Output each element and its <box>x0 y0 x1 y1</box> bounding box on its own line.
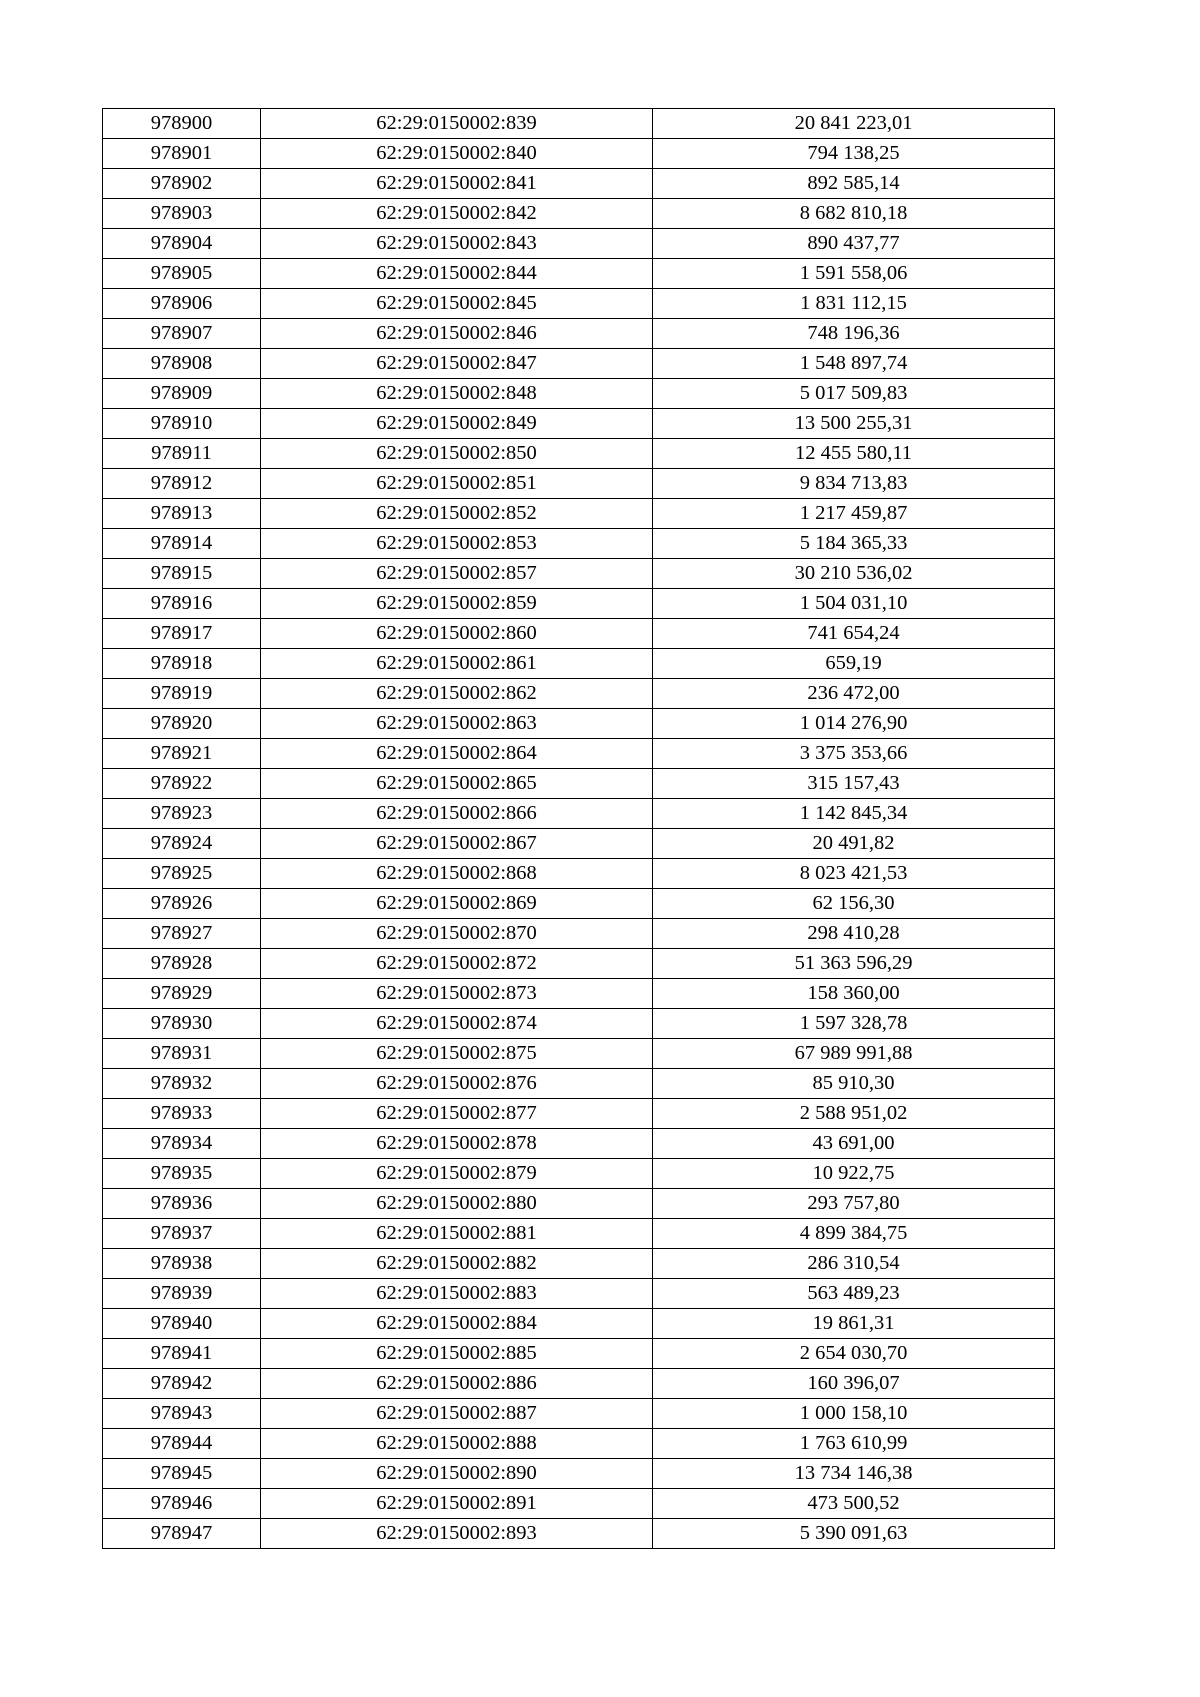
table-row <box>103 1519 1055 1549</box>
table-row <box>103 1189 1055 1219</box>
cadastral-number-cell: 62:29:0150002:860 <box>261 619 653 649</box>
cadastral-number-cell: 62:29:0150002:884 <box>261 1309 653 1339</box>
cadastral-value-cell: 1 763 610,99 <box>653 1429 1055 1459</box>
cadastral-number-cell: 62:29:0150002:876 <box>261 1069 653 1099</box>
cadastral-number-cell: 62:29:0150002:851 <box>261 469 653 499</box>
cadastral-value-cell: 1 217 459,87 <box>653 499 1055 529</box>
table-row <box>103 409 1055 439</box>
cadastral-value-cell: 293 757,80 <box>653 1189 1055 1219</box>
cadastral-value-cell: 158 360,00 <box>653 979 1055 1009</box>
table-row <box>103 529 1055 559</box>
cadastral-value-cell: 67 989 991,88 <box>653 1039 1055 1069</box>
cadastral-value-cell: 51 363 596,29 <box>653 949 1055 979</box>
row-number-cell: 978938 <box>103 1249 261 1279</box>
table-row <box>103 1399 1055 1429</box>
table-row <box>103 169 1055 199</box>
cadastral-value-cell: 43 691,00 <box>653 1129 1055 1159</box>
row-number-cell: 978913 <box>103 499 261 529</box>
row-number-cell: 978929 <box>103 979 261 1009</box>
table-row <box>103 679 1055 709</box>
cadastral-number-cell: 62:29:0150002:888 <box>261 1429 653 1459</box>
table-row <box>103 1099 1055 1129</box>
row-number-cell: 978902 <box>103 169 261 199</box>
cadastral-value-cell: 20 841 223,01 <box>653 109 1055 139</box>
table-row <box>103 1159 1055 1189</box>
row-number-cell: 978927 <box>103 919 261 949</box>
cadastral-value-cell: 5 017 509,83 <box>653 379 1055 409</box>
row-number-cell: 978918 <box>103 649 261 679</box>
cadastral-value-cell: 286 310,54 <box>653 1249 1055 1279</box>
row-number-cell: 978915 <box>103 559 261 589</box>
row-number-cell: 978912 <box>103 469 261 499</box>
cadastral-number-cell: 62:29:0150002:848 <box>261 379 653 409</box>
table-row <box>103 139 1055 169</box>
table-row <box>103 889 1055 919</box>
cadastral-number-cell: 62:29:0150002:867 <box>261 829 653 859</box>
cadastral-value-cell: 5 390 091,63 <box>653 1519 1055 1549</box>
table-row <box>103 769 1055 799</box>
cadastral-number-cell: 62:29:0150002:839 <box>261 109 653 139</box>
cadastral-value-cell: 1 597 328,78 <box>653 1009 1055 1039</box>
cadastral-value-cell: 1 831 112,15 <box>653 289 1055 319</box>
table-row <box>103 1279 1055 1309</box>
table-row <box>103 289 1055 319</box>
cadastral-value-cell: 5 184 365,33 <box>653 529 1055 559</box>
row-number-cell: 978914 <box>103 529 261 559</box>
row-number-cell: 978945 <box>103 1459 261 1489</box>
cadastral-number-cell: 62:29:0150002:841 <box>261 169 653 199</box>
table-row <box>103 709 1055 739</box>
table-row <box>103 499 1055 529</box>
row-number-cell: 978936 <box>103 1189 261 1219</box>
row-number-cell: 978900 <box>103 109 261 139</box>
cadastral-number-cell: 62:29:0150002:885 <box>261 1339 653 1369</box>
cadastral-value-cell: 298 410,28 <box>653 919 1055 949</box>
row-number-cell: 978907 <box>103 319 261 349</box>
cadastral-number-cell: 62:29:0150002:847 <box>261 349 653 379</box>
cadastral-number-cell: 62:29:0150002:840 <box>261 139 653 169</box>
cadastral-number-cell: 62:29:0150002:890 <box>261 1459 653 1489</box>
row-number-cell: 978934 <box>103 1129 261 1159</box>
row-number-cell: 978926 <box>103 889 261 919</box>
cadastral-value-cell: 236 472,00 <box>653 679 1055 709</box>
row-number-cell: 978943 <box>103 1399 261 1429</box>
row-number-cell: 978911 <box>103 439 261 469</box>
table-row <box>103 589 1055 619</box>
cadastral-number-cell: 62:29:0150002:866 <box>261 799 653 829</box>
row-number-cell: 978930 <box>103 1009 261 1039</box>
cadastral-value-cell: 12 455 580,11 <box>653 439 1055 469</box>
row-number-cell: 978903 <box>103 199 261 229</box>
row-number-cell: 978947 <box>103 1519 261 1549</box>
cadastral-number-cell: 62:29:0150002:842 <box>261 199 653 229</box>
table-row <box>103 379 1055 409</box>
table-row <box>103 799 1055 829</box>
row-number-cell: 978932 <box>103 1069 261 1099</box>
cadastral-value-cell: 794 138,25 <box>653 139 1055 169</box>
row-number-cell: 978917 <box>103 619 261 649</box>
cadastral-value-cell: 13 734 146,38 <box>653 1459 1055 1489</box>
table-row <box>103 1429 1055 1459</box>
cadastral-number-cell: 62:29:0150002:872 <box>261 949 653 979</box>
cadastral-number-cell: 62:29:0150002:849 <box>261 409 653 439</box>
cadastral-number-cell: 62:29:0150002:846 <box>261 319 653 349</box>
table-row <box>103 1249 1055 1279</box>
table-row <box>103 439 1055 469</box>
table-row <box>103 949 1055 979</box>
cadastral-value-cell: 13 500 255,31 <box>653 409 1055 439</box>
table-row <box>103 229 1055 259</box>
cadastral-value-cell: 8 682 810,18 <box>653 199 1055 229</box>
row-number-cell: 978931 <box>103 1039 261 1069</box>
cadastral-value-cell: 1 591 558,06 <box>653 259 1055 289</box>
cadastral-value-cell: 890 437,77 <box>653 229 1055 259</box>
cadastral-number-cell: 62:29:0150002:863 <box>261 709 653 739</box>
row-number-cell: 978925 <box>103 859 261 889</box>
row-number-cell: 978946 <box>103 1489 261 1519</box>
cadastral-number-cell: 62:29:0150002:861 <box>261 649 653 679</box>
table-row <box>103 319 1055 349</box>
table-row <box>103 199 1055 229</box>
table-row <box>103 109 1055 139</box>
table-row <box>103 1309 1055 1339</box>
table-row <box>103 1069 1055 1099</box>
cadastral-number-cell: 62:29:0150002:864 <box>261 739 653 769</box>
row-number-cell: 978916 <box>103 589 261 619</box>
table-row <box>103 739 1055 769</box>
cadastral-value-cell: 8 023 421,53 <box>653 859 1055 889</box>
cadastral-value-cell: 2 588 951,02 <box>653 1099 1055 1129</box>
cadastral-number-cell: 62:29:0150002:875 <box>261 1039 653 1069</box>
table-row <box>103 649 1055 679</box>
table-row <box>103 259 1055 289</box>
cadastral-value-cell: 9 834 713,83 <box>653 469 1055 499</box>
cadastral-number-cell: 62:29:0150002:877 <box>261 1099 653 1129</box>
cadastral-value-cell: 563 489,23 <box>653 1279 1055 1309</box>
cadastral-value-cell: 748 196,36 <box>653 319 1055 349</box>
row-number-cell: 978939 <box>103 1279 261 1309</box>
cadastral-number-cell: 62:29:0150002:881 <box>261 1219 653 1249</box>
cadastral-value-cell: 1 504 031,10 <box>653 589 1055 619</box>
table-row <box>103 1489 1055 1519</box>
cadastral-number-cell: 62:29:0150002:891 <box>261 1489 653 1519</box>
cadastral-number-cell: 62:29:0150002:845 <box>261 289 653 319</box>
table-row <box>103 1129 1055 1159</box>
cadastral-value-cell: 10 922,75 <box>653 1159 1055 1189</box>
cadastral-value-cell: 20 491,82 <box>653 829 1055 859</box>
row-number-cell: 978909 <box>103 379 261 409</box>
cadastral-number-cell: 62:29:0150002:859 <box>261 589 653 619</box>
table-row <box>103 349 1055 379</box>
cadastral-value-cell: 160 396,07 <box>653 1369 1055 1399</box>
cadastral-value-cell: 1 548 897,74 <box>653 349 1055 379</box>
table-row <box>103 1339 1055 1369</box>
cadastral-number-cell: 62:29:0150002:843 <box>261 229 653 259</box>
row-number-cell: 978944 <box>103 1429 261 1459</box>
row-number-cell: 978928 <box>103 949 261 979</box>
table-row <box>103 979 1055 1009</box>
table-row <box>103 859 1055 889</box>
cadastral-number-cell: 62:29:0150002:870 <box>261 919 653 949</box>
cadastral-value-cell: 19 861,31 <box>653 1309 1055 1339</box>
cadastral-number-cell: 62:29:0150002:886 <box>261 1369 653 1399</box>
table-row <box>103 1009 1055 1039</box>
row-number-cell: 978937 <box>103 1219 261 1249</box>
cadastral-number-cell: 62:29:0150002:882 <box>261 1249 653 1279</box>
cadastral-number-cell: 62:29:0150002:862 <box>261 679 653 709</box>
cadastral-value-cell: 473 500,52 <box>653 1489 1055 1519</box>
table-body <box>103 109 1055 1549</box>
cadastral-value-cell: 30 210 536,02 <box>653 559 1055 589</box>
cadastral-number-cell: 62:29:0150002:887 <box>261 1399 653 1429</box>
table-row <box>103 1459 1055 1489</box>
cadastral-value-cell: 741 654,24 <box>653 619 1055 649</box>
cadastral-value-cell: 1 014 276,90 <box>653 709 1055 739</box>
cadastral-number-cell: 62:29:0150002:850 <box>261 439 653 469</box>
cadastral-number-cell: 62:29:0150002:868 <box>261 859 653 889</box>
cadastral-value-cell: 3 375 353,66 <box>653 739 1055 769</box>
row-number-cell: 978901 <box>103 139 261 169</box>
row-number-cell: 978942 <box>103 1369 261 1399</box>
table-row <box>103 619 1055 649</box>
row-number-cell: 978920 <box>103 709 261 739</box>
table-row <box>103 559 1055 589</box>
cadastral-number-cell: 62:29:0150002:880 <box>261 1189 653 1219</box>
cadastral-value-cell: 85 910,30 <box>653 1069 1055 1099</box>
cadastral-number-cell: 62:29:0150002:844 <box>261 259 653 289</box>
cadastral-value-cell: 4 899 384,75 <box>653 1219 1055 1249</box>
row-number-cell: 978905 <box>103 259 261 289</box>
row-number-cell: 978941 <box>103 1339 261 1369</box>
row-number-cell: 978906 <box>103 289 261 319</box>
cadastral-number-cell: 62:29:0150002:873 <box>261 979 653 1009</box>
row-number-cell: 978933 <box>103 1099 261 1129</box>
row-number-cell: 978935 <box>103 1159 261 1189</box>
cadastral-value-cell: 892 585,14 <box>653 169 1055 199</box>
cadastral-number-cell: 62:29:0150002:893 <box>261 1519 653 1549</box>
row-number-cell: 978923 <box>103 799 261 829</box>
cadastral-number-cell: 62:29:0150002:869 <box>261 889 653 919</box>
cadastral-number-cell: 62:29:0150002:879 <box>261 1159 653 1189</box>
cadastral-value-cell: 659,19 <box>653 649 1055 679</box>
cadastral-value-table <box>102 108 1055 1549</box>
table-row <box>103 1039 1055 1069</box>
row-number-cell: 978921 <box>103 739 261 769</box>
row-number-cell: 978940 <box>103 1309 261 1339</box>
cadastral-value-cell: 2 654 030,70 <box>653 1339 1055 1369</box>
cadastral-number-cell: 62:29:0150002:853 <box>261 529 653 559</box>
table-row <box>103 1369 1055 1399</box>
cadastral-number-cell: 62:29:0150002:857 <box>261 559 653 589</box>
cadastral-value-cell: 1 142 845,34 <box>653 799 1055 829</box>
cadastral-number-cell: 62:29:0150002:878 <box>261 1129 653 1159</box>
row-number-cell: 978908 <box>103 349 261 379</box>
cadastral-number-cell: 62:29:0150002:865 <box>261 769 653 799</box>
cadastral-value-cell: 315 157,43 <box>653 769 1055 799</box>
row-number-cell: 978904 <box>103 229 261 259</box>
table-row <box>103 919 1055 949</box>
table-row <box>103 469 1055 499</box>
cadastral-number-cell: 62:29:0150002:883 <box>261 1279 653 1309</box>
row-number-cell: 978924 <box>103 829 261 859</box>
cadastral-number-cell: 62:29:0150002:852 <box>261 499 653 529</box>
row-number-cell: 978919 <box>103 679 261 709</box>
cadastral-value-cell: 62 156,30 <box>653 889 1055 919</box>
row-number-cell: 978922 <box>103 769 261 799</box>
cadastral-number-cell: 62:29:0150002:874 <box>261 1009 653 1039</box>
table-row <box>103 829 1055 859</box>
table-row <box>103 1219 1055 1249</box>
row-number-cell: 978910 <box>103 409 261 439</box>
cadastral-value-cell: 1 000 158,10 <box>653 1399 1055 1429</box>
